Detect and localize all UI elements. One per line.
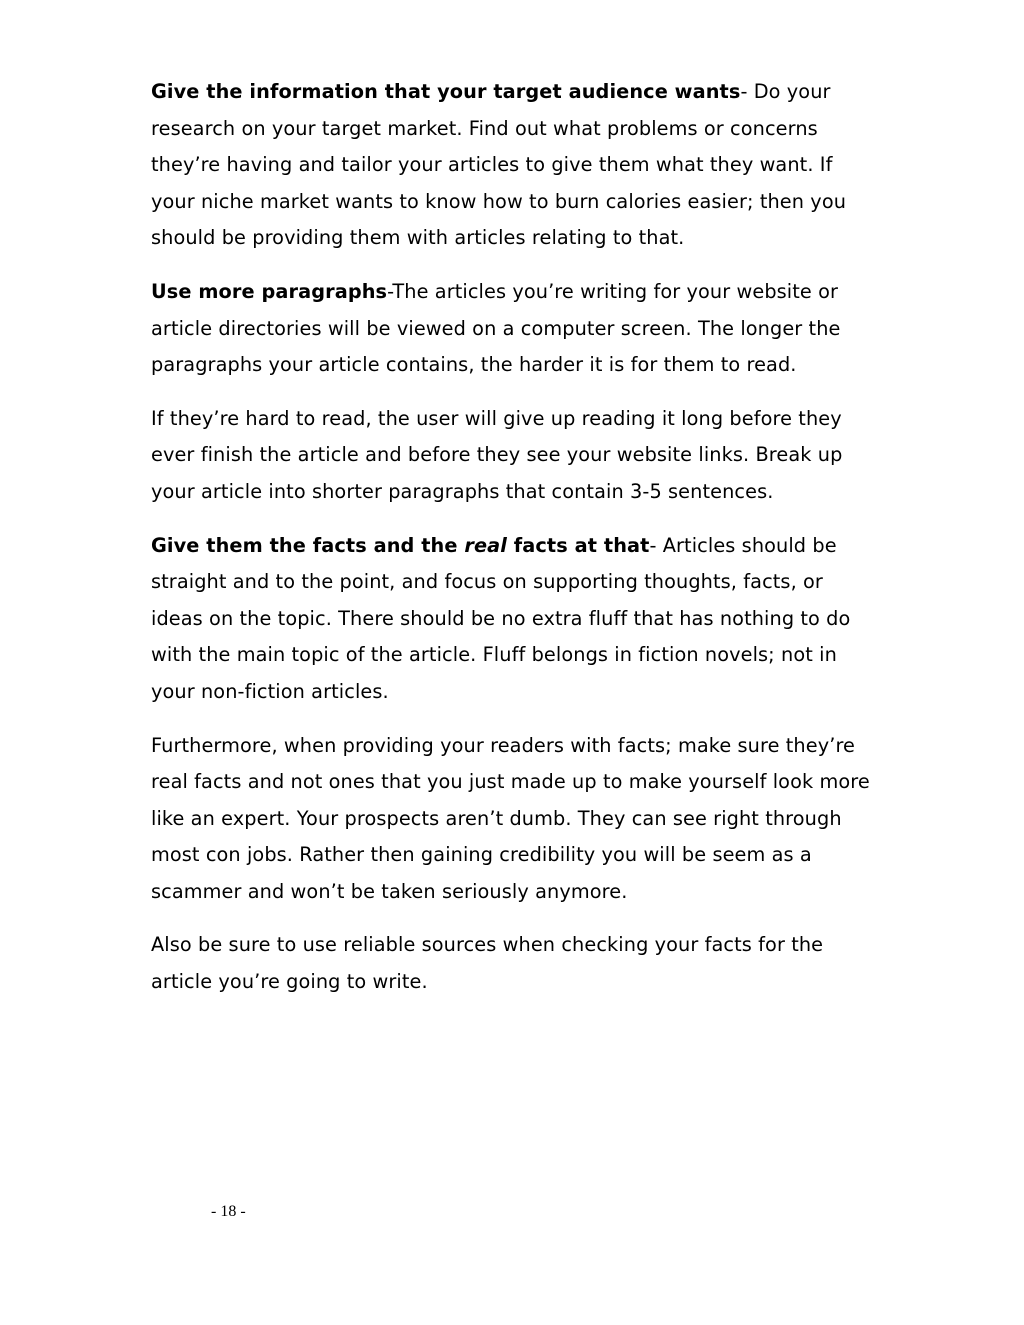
paragraph-heading: Give the information that your target audience wants xyxy=(151,80,741,103)
paragraph-heading-emphasis: real xyxy=(464,533,507,557)
paragraph-text: Also be sure to use reliable sources when checking your facts for the article you’re going to write. xyxy=(151,933,824,994)
paragraph-text: If they’re hard to read, the user will give up reading it long before they ever finish the article and before they see your website links. Break up your article into shorter paragraphs that contain 3-5 sentences. xyxy=(151,406,843,503)
paragraph-heading: Use more paragraphs xyxy=(151,279,388,303)
paragraph-text: -The articles you’re writing for your website or article directories will be viewed on a computer screen. The longer the paragraphs your article contains, the harder it is for them to read. xyxy=(151,279,841,377)
document-body xyxy=(151,74,873,1018)
paragraph-use-more-paragraphs xyxy=(151,274,873,384)
paragraph-furthermore xyxy=(151,728,873,911)
paragraph-heading-part-1: Give them the facts and the xyxy=(151,533,465,557)
paragraph-real-facts xyxy=(151,528,873,711)
paragraph-text: - Articles should be straight and to the point, and focus on supporting thoughts, facts, or ideas on the topic. There should be no extra fluff that has nothing to do with the main topic of the article. Fluff belongs in fiction novels; not in your non-fiction articles. xyxy=(151,533,851,703)
paragraph-heading-part-2: facts at that xyxy=(506,533,650,557)
paragraph-target-audience xyxy=(151,74,873,257)
paragraph-reliable-sources xyxy=(151,927,873,1000)
page-number: - 18 - xyxy=(211,1203,246,1220)
paragraph-text: Furthermore, when providing your readers with facts; make sure they’re real facts and not ones that you just made up to make yourself look more like an expert. Your prospects aren’t dumb. They can see right through most con jobs. Rather then gaining credibility you will be seem as a scammer and won’t be taken seriously anymore. xyxy=(151,733,870,903)
paragraph-hard-to-read xyxy=(151,401,873,511)
paragraph-text: - Do your research on your target market. Find out what problems or concerns they’re having and tailor your articles to give them what they want. If your niche market wants to know how to burn calories easier; then you should be providing them with articles relating to that. xyxy=(151,80,847,250)
